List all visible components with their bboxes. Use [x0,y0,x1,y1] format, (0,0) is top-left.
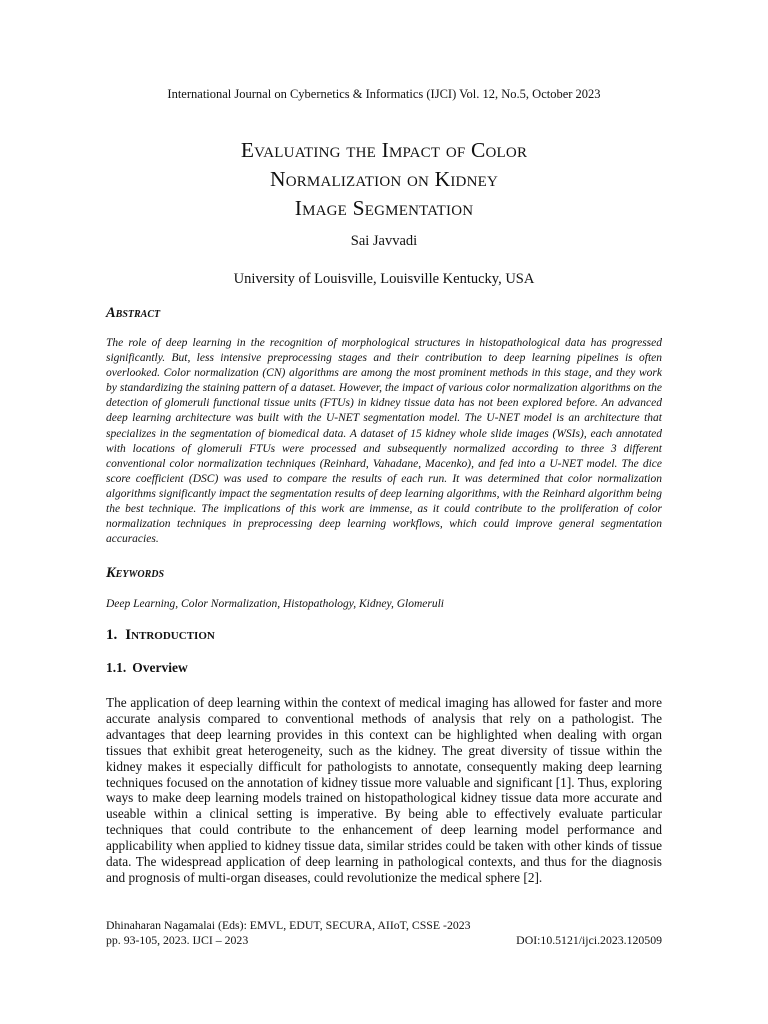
abstract-text: The role of deep learning in the recognition of morphological structures in histopathological data has progressed significantly. But, less intensive preprocessing stages and their contribution to deep learning pipelines is often overlooked. Color normalization (CN) algorithms are among the most prominent methods in this stage, and they work by standardizing the staining pattern of a dataset. However, the impact of various color normalization algorithms on the detection of glomeruli functional tissue units (FTUs) in kidney tissue data has not been explored before. An advanced deep learning architecture was built with the U-NET segmentation model. The U-NET model is an architecture that specializes in the segmentation of biomedical data. A dataset of 15 kidney whole slide images (WSIs), each annotated with locations of glomeruli FTUs were processed and subsequently normalized according to three 3 different conventional color normalization techniques (Reinhard, Vahadane, Macenko), and fed into a U-NET model. The dice score coefficient (DSC) was used to compare the results of each run. It was determined that color normalization algorithms significantly impact the segmentation results of deep learning algorithms, with the Reinhard algorithm being the best technique. The implications of this work are immense, as it could contribute to the proliferation of color normalization techniques in preprocessing deep learning workflows, which could improve general segmentation accuracies. [106,337,662,546]
footer-pages: pp. 93-105, 2023. IJCI – 2023 [106,932,249,947]
journal-header: International Journal on Cybernetics & Informatics (IJCI) Vol. 12, No.5, October 2023 [167,87,601,101]
paper-title [0,136,768,223]
author-affiliation: University of Louisville, Louisville Kentucky, USA [233,271,535,287]
author-name: Sai Javvadi [350,233,418,249]
footer-doi: DOI:10.5121/ijci.2023.120509 [516,932,662,947]
keywords-text: Deep Learning, Color Normalization, Histopathology, Kidney, Glomeruli [106,598,444,610]
section-number: 1. [106,627,118,643]
section-heading-introduction [106,627,215,644]
subsection-number: 1.1. [106,660,127,675]
section-title: Introduction [125,627,215,643]
subsection-heading-overview [106,660,188,676]
subsection-title: Overview [132,660,188,675]
keywords-heading: Keywords [106,565,165,581]
introduction-paragraph: The application of deep learning within the context of medical imaging has allowed for faster and more accurate analysis compared to conventional methods of analysis that rely on a pathologist. The advantages that deep learning provides in this context can be highlighted when dealing with organ tissues that exhibit great heterogeneity, such as the kidney. The great diversity of tissue within the kidney makes it especially difficult for pathologists to annotate, consequently making deep learning techniques focused on the annotation of kidney tissue more valuable and significant [1]. Thus, exploring ways to make deep learning models trained on histopathological kidney tissue data more accurate and useable within a clinical setting is imperative. By being able to effectively evaluate particular techniques that could contribute to the enhancement of deep learning model performance and applicability when applied to kidney tissue data, similar strides could be taken with other kinds of tissue data. The widespread application of deep learning in pathological contexts, and thus for the diagnosis and prognosis of multi-organ diseases, could revolutionize the medical sphere [2]. [106,695,662,885]
page-footer [106,918,662,947]
title-line-2: Normalization on Kidney [269,167,499,191]
title-line-1: Evaluating the Impact of Color [240,138,528,162]
title-line-3: Image Segmentation [294,196,474,220]
footer-row [106,933,662,948]
footer-editors: Dhinaharan Nagamalai (Eds): EMVL, EDUT, SECURA, AIIoT, CSSE -2023 [106,918,471,932]
abstract-heading: Abstract [106,305,161,321]
